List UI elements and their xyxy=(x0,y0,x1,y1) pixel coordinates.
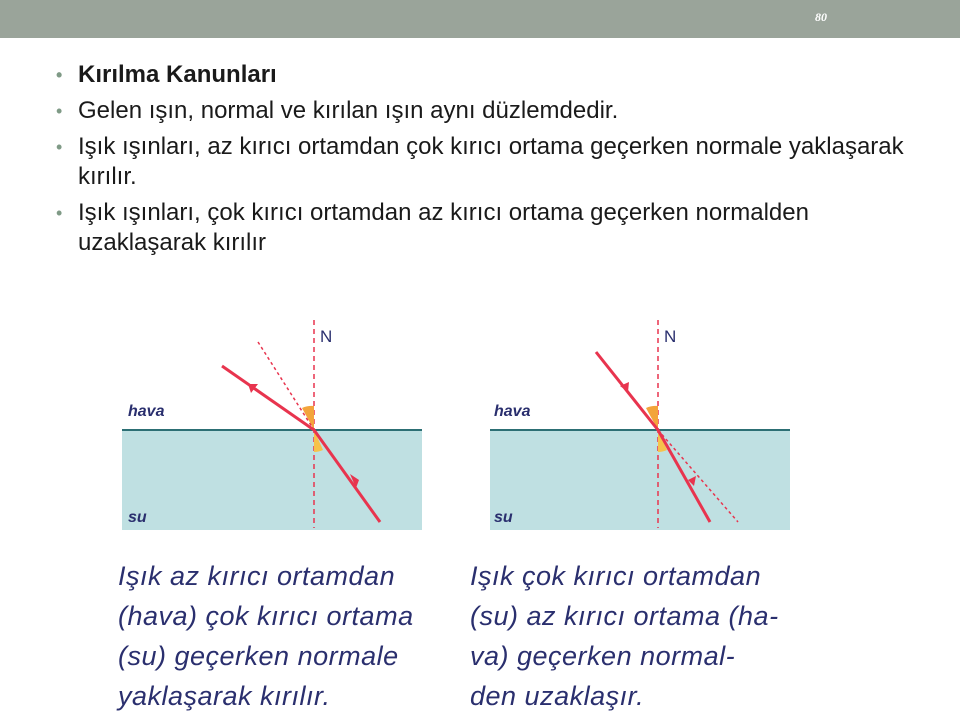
bullet-item: • Işık ışınları, az kırıcı ortamdan çok kırıcı ortama geçerken normale yaklaşarak kırılır. xyxy=(56,133,904,190)
refraction-diagram-right xyxy=(486,312,796,532)
water-label: su xyxy=(128,509,147,526)
header-bar xyxy=(0,0,960,38)
water-label: su xyxy=(494,509,513,526)
slide-number: 80 xyxy=(815,10,827,24)
air-label: hava xyxy=(494,403,531,420)
bullet-item: • Kırılma Kanunları xyxy=(56,61,277,88)
air-label: hava xyxy=(128,403,165,420)
normal-label: N xyxy=(664,327,677,346)
bullet-icon: • xyxy=(56,137,63,157)
water-region xyxy=(122,430,422,530)
incident-ray xyxy=(222,366,314,430)
interface-line xyxy=(490,429,790,431)
bullet-icon: • xyxy=(56,101,63,121)
caption-left: Işık az kırıcı ortamdan (hava) çok kırıcı ortama (su) geçerken normale yaklaşarak kırılır. xyxy=(118,561,414,711)
bullet-item: • Işık ışınları, çok kırıcı ortamdan az kırıcı ortama geçerken normalden uzaklaşarak kırılır xyxy=(56,199,809,256)
bullet-item: • Gelen ışın, normal ve kırılan ışın aynı düzlemdedir. xyxy=(56,97,619,124)
water-region xyxy=(490,430,790,530)
caption-right: Işık çok kırıcı ortamdan (su) az kırıcı ortama (ha- va) geçerken normal- den uzaklaşır. xyxy=(470,561,779,711)
reflected-ray xyxy=(258,342,314,430)
interface-line xyxy=(122,429,422,431)
bullet-list xyxy=(56,60,916,264)
refraction-diagram-left xyxy=(118,312,428,532)
normal-label: N xyxy=(320,327,333,346)
bullet-icon: • xyxy=(56,203,63,223)
bullet-icon: • xyxy=(56,65,63,85)
